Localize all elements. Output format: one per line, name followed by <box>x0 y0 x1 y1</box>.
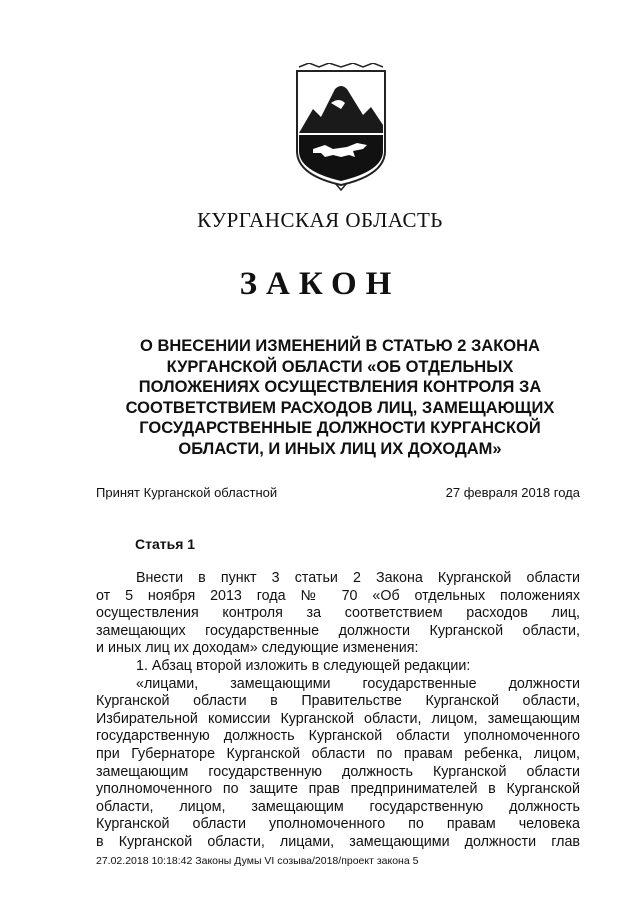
body-line: области, лицом, замещающим государственную должность <box>96 798 580 815</box>
body-line: государственную должность Курганской области уполномоченного <box>96 728 580 745</box>
body-line: от 5 ноября 2013 года № 70 «Об отдельных положениях <box>96 587 580 604</box>
coat-of-arms <box>291 63 391 191</box>
body-line: 1. Абзац второй изложить в следующей редакции: <box>136 657 471 674</box>
document-type: ЗАКОН <box>239 266 401 302</box>
body-line: «лицами, замещающими государственные должности <box>136 675 580 692</box>
adoption-label: Принят Курганской областной <box>96 485 278 500</box>
title-line: ОБЛАСТИ, И ИНЫХ ЛИЦ ИХ ДОХОДАМ» <box>178 439 502 458</box>
law-title <box>100 336 580 459</box>
body-line: в Курганской области, лицами, замещающими должности глав <box>96 833 580 850</box>
title-line: ПОЛОЖЕНИЯХ ОСУЩЕСТВЛЕНИЯ КОНТРОЛЯ ЗА <box>138 378 542 396</box>
region-name: КУРГАНСКАЯ ОБЛАСТЬ <box>197 208 443 232</box>
body-line: и иных лиц их доходам» следующие изменения: <box>96 640 419 657</box>
body-line: Внести в пункт 3 статьи 2 Закона Курганской области <box>136 570 580 586</box>
title-line: ГОСУДАРСТВЕННЫЕ ДОЛЖНОСТИ КУРГАНСКОЙ <box>139 419 541 437</box>
body-line: Избирательной комиссии Курганской области, лицом, замещающим <box>96 710 580 727</box>
adoption-date: 27 февраля 2018 года <box>445 485 580 500</box>
article-body <box>96 570 580 852</box>
body-line: замещающим государственную должность Курганской области <box>96 763 580 780</box>
body-line: осуществления контроля за соответствием расходов лиц, <box>96 605 580 622</box>
title-line: О ВНЕСЕНИИ ИЗМЕНЕНИЙ В СТАТЬЮ 2 ЗАКОНА <box>140 337 540 355</box>
title-line: КУРГАНСКОЙ ОБЛАСТИ «ОБ ОТДЕЛЬНЫХ <box>166 357 514 376</box>
body-line: замещающих государственные должности Курганской области, <box>96 622 580 639</box>
body-line: уполномоченного по защите прав предпринимателей в Курганской <box>96 781 580 798</box>
footer-stamp: 27.02.2018 10:18:42 Законы Думы VI созыва/2018/проект закона 5 <box>96 855 419 867</box>
article-heading: Статья 1 <box>135 536 196 552</box>
title-line: СООТВЕТСТВИЕМ РАСХОДОВ ЛИЦ, ЗАМЕЩАЮЩИХ <box>125 398 555 417</box>
body-line: Курганской области в Правительстве Курганской области, <box>96 693 580 710</box>
body-line: Курганской области уполномоченного по правам человека <box>96 816 580 833</box>
body-line: при Губернаторе Курганской области по правам ребенка, лицом, <box>96 745 580 762</box>
